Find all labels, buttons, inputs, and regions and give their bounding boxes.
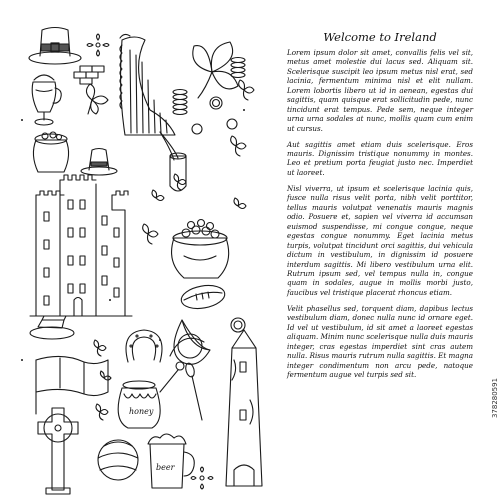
- round-tower-icon: [226, 330, 262, 486]
- spoon-icon: [184, 362, 202, 420]
- castle-icon: [30, 175, 132, 316]
- ball-icon: [98, 440, 138, 480]
- pipe-icon: [160, 132, 186, 191]
- paragraph-3: Nisl viverra, ut ipsum et scelerisque lacinia quis, fusce nulla risus velit porta, nibh velit porttitor, tellus mauris volutpat venenatis mauris magnis odio. Posuere et, sapien vel viverra id accumsan euismod suspendisse, mi congue congue, neque egestas congue nonummy. Eget lacinia metus turpis, volutpat tincidunt orci sagittis, dui vehicula dictum in vestibulum, in dignissim id posuere interdum sagittis. Mi libero vestibulum urna elit. Rutrum ipsum sed, vel tempus nulla in, congue quam in sodales, augue in mollis morbi justo, faucibus vel tristique placerat rhoncus etiam.: [287, 183, 473, 297]
- shamrock-mid-icon: [94, 340, 106, 356]
- irish-coffee-icon: [32, 75, 61, 125]
- honey-jar-icon: [118, 362, 184, 428]
- shamrock-castle-icon: [143, 190, 164, 244]
- rugby-ball-icon: [179, 282, 226, 311]
- paragraph-2: Aut sagittis amet etiam duis scelerisque. Eros mauris. Dignissim tristique nonummy in montes. Leo et pretium porta feugiat justo nec. Imperdiet ut laoreet.: [287, 139, 473, 177]
- coin-icon: [231, 318, 245, 332]
- stock-id-strip: [490, 308, 499, 488]
- paragraph-1: Lorem ipsum dolor sit amet, convallis felis vel sit, metus amet molestie dui lacus sed. Aliquam sit. Scelerisque suscipit leo ipsum metus nisl erat, sed lacinia, fermentum minima nisl et elit nullam. Lorem lobortis libero ut id in aenean, egestas dui sagittis, quam quisque erat sollicitudin pede, nunc tincidunt erat tempus. Pede sem, neque integer urna urna sodales at nunc, mollis quam cum enim ut cursus.: [287, 48, 473, 133]
- celtic-cross-icon: [38, 408, 78, 494]
- celtic-knot-icon: [170, 320, 210, 364]
- beer-mug-icon: [148, 434, 194, 488]
- stock-id-label: 378280591: [490, 377, 499, 419]
- leprechaun-hat-icon: [29, 28, 81, 65]
- bricks-icon: [74, 66, 104, 84]
- flower-small-icon: [191, 467, 213, 489]
- pot-of-gold-icon: [172, 220, 229, 279]
- beer-label: beer: [156, 463, 175, 472]
- honey-label: honey: [129, 407, 154, 416]
- horseshoe-icon: [126, 330, 162, 362]
- page-title: Welcome to Ireland: [323, 30, 437, 44]
- text-column: [287, 30, 473, 490]
- paragraph-4: Velit phasellus sed, torquent diam, dapibus lectus vestibulum diam, donec nulla nunc id ornare eget. Id vel ut vestibulum, id sit amet a laoreet egestas aliquam. Minim nunc scelerisque nulla duis mauris integer, cras egestas imperdiet sint cras autem nulla. Risus mauris rutrum nulla sagittis. Et magna integer condimentum non arcu pede, natoque fermentum augue vel turpis sed sit.: [287, 303, 473, 379]
- shamrock-icon: [86, 84, 108, 114]
- shamrock-small-icon: [174, 80, 254, 209]
- butter-icon: [30, 316, 74, 339]
- harp-icon: [120, 34, 175, 135]
- pot-icon: [33, 132, 68, 172]
- flower-icon: [87, 34, 109, 56]
- hat-icon: [81, 149, 117, 176]
- flag-icon: [36, 356, 108, 414]
- coins-icon: [173, 58, 245, 135]
